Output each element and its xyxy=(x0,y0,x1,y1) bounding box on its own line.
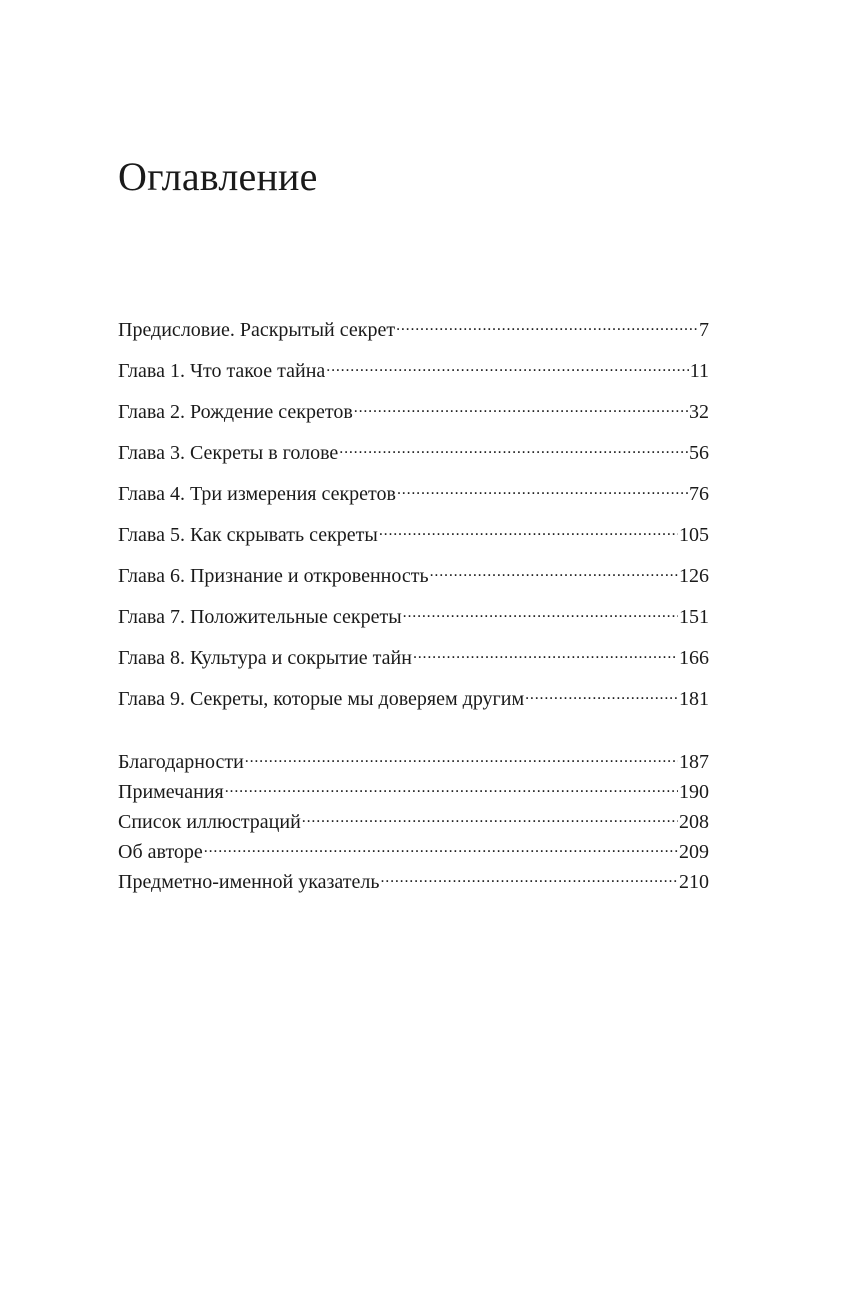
entry-page-number: 166 xyxy=(679,647,709,669)
toc-entry-preface[interactable] xyxy=(118,316,709,357)
dot-leader xyxy=(525,685,678,705)
entry-page-number: 11 xyxy=(689,360,709,382)
entry-label: Глава 7. Положительные секреты xyxy=(118,606,402,628)
entry-label: Примечания xyxy=(118,781,224,803)
entry-page-number: 209 xyxy=(679,841,709,863)
toc-entry-chapter-1[interactable] xyxy=(118,357,709,398)
entry-page-number: 56 xyxy=(689,442,709,464)
entry-label: Глава 1. Что такое тайна xyxy=(118,360,326,382)
toc-entry-chapter-6[interactable] xyxy=(118,562,709,603)
entry-label: Глава 6. Признание и откровенность xyxy=(118,565,429,587)
dot-leader xyxy=(430,562,678,582)
toc-entry-acknowledgements[interactable] xyxy=(118,748,709,778)
toc-entry-chapter-8[interactable] xyxy=(118,644,709,685)
dot-leader xyxy=(403,603,678,623)
entry-page-number: 32 xyxy=(689,401,709,423)
toc-entry-chapter-9[interactable] xyxy=(118,685,709,726)
dot-leader xyxy=(245,748,678,768)
entry-page-number: 181 xyxy=(679,688,709,710)
dot-leader xyxy=(204,838,678,858)
entry-label: Глава 4. Три измерения секретов xyxy=(118,483,396,505)
dot-leader xyxy=(413,644,678,664)
entry-page-number: 126 xyxy=(679,565,709,587)
entry-label: Глава 5. Как скрывать секреты xyxy=(118,524,378,546)
dot-leader xyxy=(354,398,688,418)
dot-leader xyxy=(225,778,678,798)
entry-label: Список иллюстраций xyxy=(118,811,301,833)
dot-leader xyxy=(379,521,678,541)
dot-leader xyxy=(326,357,688,377)
entry-page-number: 208 xyxy=(679,811,709,833)
dot-leader xyxy=(380,868,678,888)
entry-label: Глава 8. Культура и сокрытие тайн xyxy=(118,647,412,669)
toc-entry-index[interactable] xyxy=(118,868,709,898)
toc-entry-notes[interactable] xyxy=(118,778,709,808)
toc-back-matter xyxy=(118,748,709,898)
entry-page-number: 76 xyxy=(689,483,709,505)
toc-entry-chapter-2[interactable] xyxy=(118,398,709,439)
toc-entry-about-author[interactable] xyxy=(118,838,709,868)
entry-page-number: 210 xyxy=(679,871,709,893)
entry-label: Глава 9. Секреты, которые мы доверяем другим xyxy=(118,688,525,710)
dot-leader xyxy=(396,316,698,336)
dot-leader xyxy=(302,808,678,828)
dot-leader xyxy=(397,480,688,500)
toc-chapters xyxy=(118,316,709,726)
entry-page-number: 187 xyxy=(679,751,709,773)
entry-page-number: 105 xyxy=(679,524,709,546)
entry-page-number: 190 xyxy=(679,781,709,803)
toc-entry-chapter-7[interactable] xyxy=(118,603,709,644)
toc-entry-chapter-4[interactable] xyxy=(118,480,709,521)
entry-label: Предисловие. Раскрытый секрет xyxy=(118,319,396,341)
page-title: Оглавление xyxy=(118,154,318,199)
toc-entry-chapter-5[interactable] xyxy=(118,521,709,562)
toc-entry-illustrations[interactable] xyxy=(118,808,709,838)
entry-page-number: 151 xyxy=(679,606,709,628)
entry-label: Глава 3. Секреты в голове xyxy=(118,442,339,464)
entry-label: Глава 2. Рождение секретов xyxy=(118,401,353,423)
toc-entry-chapter-3[interactable] xyxy=(118,439,709,480)
entry-label: Благодарности xyxy=(118,751,244,773)
dot-leader xyxy=(339,439,688,459)
entry-page-number: 7 xyxy=(699,319,709,341)
entry-label: Предметно-именной указатель xyxy=(118,871,380,893)
entry-label: Об авторе xyxy=(118,841,203,863)
